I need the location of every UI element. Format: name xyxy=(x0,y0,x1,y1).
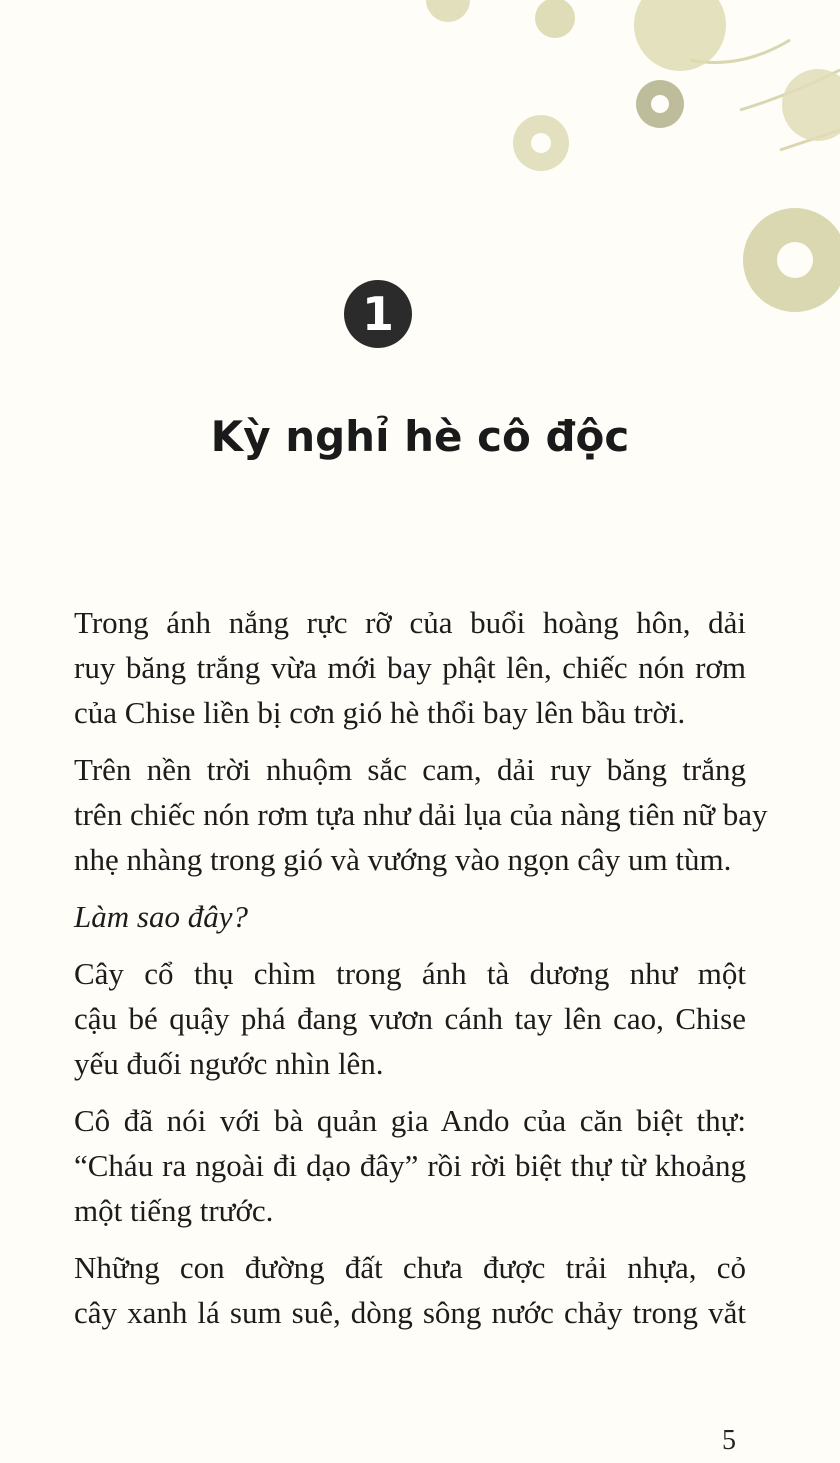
paragraph xyxy=(74,747,768,882)
paragraph xyxy=(74,1098,746,1233)
text-line: Cây cổ thụ chìm trong ánh tà dương như một xyxy=(74,956,746,991)
text-line: Cô đã nói với bà quản gia Ando của căn biệt thự: xyxy=(74,1103,746,1138)
italic-thought xyxy=(74,894,746,939)
text-line: ruy băng trắng vừa mới bay phật lên, chiếc nón rơm xyxy=(74,650,746,685)
text-line: Những con đường đất chưa được trải nhựa, cỏ xyxy=(74,1250,746,1285)
text-line: trên chiếc nón rơm tựa như dải lụa của nàng tiên nữ bay xyxy=(74,797,768,832)
paragraph xyxy=(74,600,746,735)
text-line: Làm sao đây? xyxy=(74,899,248,934)
page-number: 5 xyxy=(722,1425,736,1456)
paragraph xyxy=(74,1245,746,1335)
flower-right-mid xyxy=(782,69,840,141)
flower-top-left xyxy=(426,0,470,22)
flower-upper-right xyxy=(634,0,726,71)
text-line: Trên nền trời nhuộm sắc cam, dải ruy băng trắng xyxy=(74,752,746,787)
flower-left-mid xyxy=(513,115,569,171)
text-line: Trong ánh nắng rực rỡ của buổi hoàng hôn, dải xyxy=(74,605,746,640)
text-line: cây xanh lá sum suê, dòng sông nước chảy trong vắt xyxy=(74,1295,746,1330)
flower-small-dark xyxy=(636,80,684,128)
chapter-title: Kỳ nghỉ hè cô độc xyxy=(210,412,630,461)
text-line: “Cháu ra ngoài đi dạo đây” rồi rời biệt thự từ khoảng xyxy=(74,1148,746,1183)
floral-decoration xyxy=(0,0,840,340)
flower-bottom-right xyxy=(743,208,840,312)
text-line: nhẹ nhàng trong gió và vướng vào ngọn cây um tùm. xyxy=(74,842,732,877)
chapter-body xyxy=(74,600,768,1347)
flower-top-center xyxy=(535,0,575,38)
text-line: của Chise liền bị cơn gió hè thổi bay lên bầu trời. xyxy=(74,695,686,730)
chapter-number-badge: 1 xyxy=(344,280,412,348)
text-line: yếu đuối ngước nhìn lên. xyxy=(74,1046,384,1081)
paragraph xyxy=(74,951,746,1086)
text-line: cậu bé quậy phá đang vươn cánh tay lên cao, Chise xyxy=(74,1001,746,1036)
text-line: một tiếng trước. xyxy=(74,1193,274,1228)
